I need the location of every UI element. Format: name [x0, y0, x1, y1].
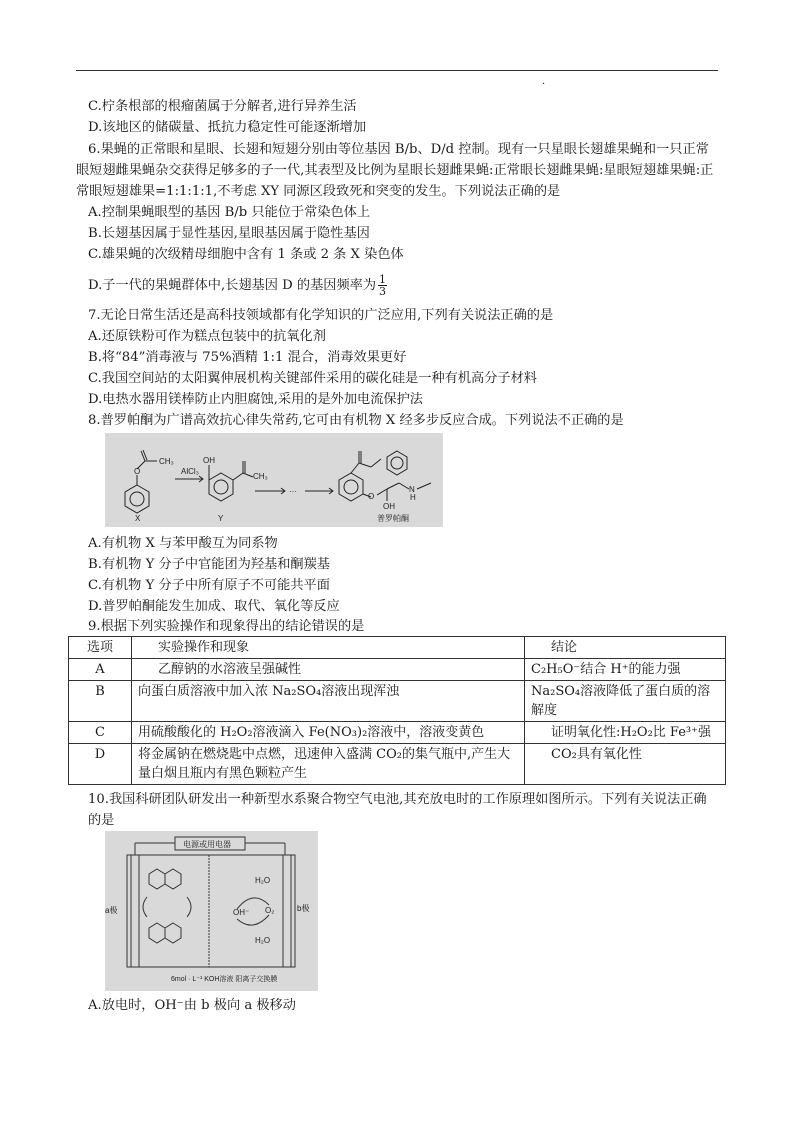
q6-option-c: C.雄果蝇的次级精母细胞中含有 1 条或 2 条 X 染色体	[88, 247, 404, 262]
q7-option-a: A.还原铁粉可作为糕点包装中的抗氧化剂	[88, 329, 326, 344]
bond	[417, 483, 431, 489]
benzene-ring-product	[339, 473, 363, 501]
header-conclusion: 结论	[525, 637, 726, 659]
row-option: B	[69, 681, 132, 722]
q9-table	[68, 636, 726, 785]
benzene-ring-y	[209, 473, 233, 501]
row-operation: 用硫酸酸化的 H₂O₂溶液滴入 Fe(NO₃)₂溶液中，溶液变黄色	[132, 722, 525, 744]
bond	[371, 459, 381, 467]
header-operation: 实验操作和现象	[132, 637, 525, 659]
label-n-product: N	[409, 485, 415, 494]
table-row	[69, 659, 726, 681]
cycle-arrow-right	[187, 897, 191, 917]
row-operation: 将金属钠在燃烧匙中点燃，迅速伸入盛满 CO₂的集气瓶中,产生大量白烟且瓶内有黑色颗粒产生	[132, 744, 525, 785]
q6-option-a: A.控制果蝇眼型的基因 B/b 只能位于常染色体上	[88, 205, 371, 220]
benzene-ring-product-2	[387, 451, 407, 475]
q8-option-a: A.有机物 X 与苯甲酸互为同系物	[88, 536, 278, 551]
q6-stem: 6.果蝇的正常眼和星眼、长翅和短翅分别由等位基因 B/b、D/d 控制。现有一只星眼长翅雄果蝇和一只正常眼短翅雌果蝇杂交获得足够多的子一代,其表型及比例为星眼长翅雌果蝇:正常眼长翅雌果蝇:星眼短翅雄果蝇:正常眼短翅雄果=1:1:1:1,不考虑 XY 同源区段致死和突变的发生。下列说法正确的是	[76, 142, 714, 199]
q10-option-a: A.放电时，OH⁻由 b 极向 a 极移动	[88, 998, 296, 1013]
label-reagent: AlCl₃	[181, 467, 199, 476]
bond	[243, 473, 253, 477]
table-header-row	[69, 637, 726, 659]
row-option: A	[69, 659, 132, 681]
label-oh-y: OH	[203, 456, 215, 465]
row-conclusion: 证明氧化性:H₂O₂比 Fe³⁺强	[525, 722, 726, 744]
label-b-electrode: b极	[297, 904, 310, 913]
reaction-scheme-svg	[105, 433, 443, 527]
row-option: D	[69, 744, 132, 785]
benzene-ring-x	[125, 485, 149, 513]
label-oh: OH⁻	[233, 908, 250, 917]
label-h-product: H	[410, 493, 416, 502]
q6-option-b: B.长翅基因属于显性基因,星眼基因属于隐性基因	[88, 226, 370, 241]
benzene-ring-x-inner	[130, 492, 144, 506]
electrode-b	[283, 855, 291, 967]
row-operation: 乙醇钠的水溶液呈强碱性	[132, 659, 525, 681]
q9-stem: 9.根据下列实验操作和现象得出的结论错误的是	[88, 619, 365, 634]
header-dot: .	[542, 76, 546, 87]
label-a-electrode: a极	[105, 906, 118, 915]
bond	[387, 483, 399, 489]
q8-option-d: D.普罗帕酮能发生加成、取代、氧化等反应	[88, 599, 340, 614]
q6-option-d	[88, 274, 387, 297]
label-oh-product: OH	[383, 502, 395, 511]
fraction	[378, 274, 387, 297]
q10-stem: 10.我国科研团队研发出一种新型水系聚合物空气电池,其充放电时的工作原理如图所示。下列有关说法正确的是	[88, 792, 707, 828]
label-bottom: 6mol · L⁻¹ KOH溶液 阳离子交换膜	[171, 976, 278, 983]
row-option: C	[69, 722, 132, 744]
benzene-ring-product-inner	[344, 480, 358, 494]
label-h2o-bottom: H₂O	[255, 936, 271, 945]
label-o2: O₂	[265, 906, 275, 915]
bond	[399, 483, 409, 489]
label-ch3-x: CH₃	[159, 457, 174, 466]
label-x: X	[135, 514, 141, 523]
q5-option-d: D.该地区的储碳量、抵抗力稳定性可能逐渐增加	[88, 120, 367, 135]
cycle-arrow-left	[143, 897, 147, 917]
electrode-a	[131, 855, 139, 967]
ring	[165, 869, 181, 889]
bond	[351, 463, 359, 473]
label-ch3-y: CH₃	[253, 472, 268, 481]
q7-option-c: C.我国空间站的太阳翼伸展机构关键部件采用的碳化硅是一种有机高分子材料	[88, 371, 537, 386]
row-operation: 向蛋白质溶液中加入浓 Na₂SO₄溶液出现浑浊	[132, 681, 525, 722]
label-dots: ···	[289, 487, 297, 496]
battery-diagram-svg	[105, 831, 318, 991]
ring	[149, 923, 165, 943]
header-option: 选项	[69, 637, 132, 659]
benzene-ring-y-inner	[214, 480, 228, 494]
benzene-ring-product-2-inner	[391, 457, 403, 469]
fraction-denominator: 3	[379, 285, 387, 298]
q7-option-b: B.将“84”消毒液与 75%酒精 1:1 混合，消毒效果更好	[88, 350, 407, 365]
fraction-numerator: 1	[379, 273, 387, 286]
q6-option-d-text: D.子一代的果蝇群体中,长翅基因 D 的基因频率为	[88, 278, 377, 293]
ring	[149, 869, 165, 889]
label-o-x: O	[134, 467, 141, 476]
q8-option-b: B.有机物 Y 分子中官能团为羟基和酮羰基	[88, 557, 330, 572]
q5-option-c: C.柠条根部的根瘤菌属于分解者,进行异养生活	[88, 99, 357, 114]
label-y: Y	[218, 514, 224, 523]
ring	[165, 923, 181, 943]
row-conclusion: CO₂具有氧化性	[525, 744, 726, 785]
table-row	[69, 681, 726, 722]
label-h2o-top: H₂O	[255, 876, 271, 885]
q7-option-d: D.电热水器用镁棒防止内胆腐蚀,采用的是外加电流保护法	[88, 392, 423, 407]
bond	[233, 473, 243, 480]
bond	[377, 489, 387, 495]
table-row	[69, 722, 726, 744]
table-row	[69, 744, 726, 785]
label-product: 普罗帕酮	[377, 514, 409, 523]
q8-option-c: C.有机物 Y 分子中所有原子不可能共平面	[88, 578, 330, 593]
bond	[359, 463, 371, 467]
row-conclusion: Na₂SO₄溶液降低了蛋白质的溶解度	[525, 681, 726, 722]
header-rule	[76, 70, 718, 71]
q10-battery-figure	[105, 831, 318, 991]
q8-stem: 8.普罗帕酮为广谱高效抗心律失常药,它可由有机物 X 经多步反应合成。下列说法不正确的是	[88, 413, 624, 428]
label-power: 电源或用电器	[183, 840, 231, 849]
q7-stem: 7.无论日常生活还是高科技领域都有化学知识的广泛应用,下列有关说法正确的是	[88, 308, 554, 323]
q8-reaction-figure	[105, 433, 443, 527]
row-conclusion: C₂H₅O⁻结合 H⁺的能力强	[525, 659, 726, 681]
label-o-product: O	[368, 492, 375, 501]
